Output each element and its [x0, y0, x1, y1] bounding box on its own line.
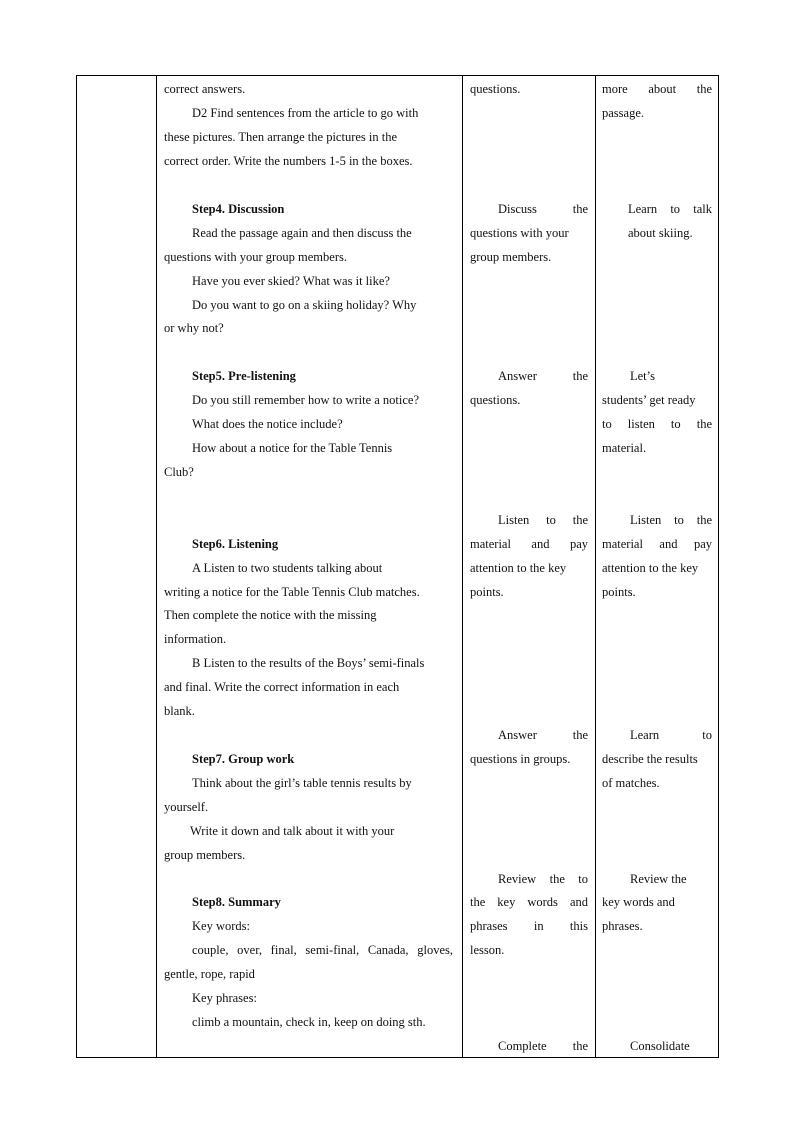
purpose-line: Consolidate	[630, 1039, 690, 1053]
procedure-line: Write it down and talk about it with your	[190, 824, 395, 838]
activity-line: group members.	[470, 250, 552, 264]
purpose-line: material.	[602, 441, 647, 455]
procedure-line: Club?	[164, 465, 194, 479]
step4-title: Step4. Discussion	[192, 202, 285, 216]
step7-title: Step7. Group work	[192, 752, 295, 766]
procedure-line: and final. Write the correct information in each	[164, 680, 400, 694]
procedure-line: Key words:	[192, 919, 250, 933]
activity-line: Discuss the	[498, 202, 588, 216]
procedure-line: A Listen to two students talking about	[192, 561, 383, 575]
lesson-plan-table	[76, 75, 719, 1058]
activity-line: Complete the	[498, 1039, 588, 1053]
procedure-line: Then complete the notice with the missing	[164, 608, 377, 622]
procedure-line: Key phrases:	[192, 991, 257, 1005]
procedure-line: How about a notice for the Table Tennis	[192, 441, 393, 455]
purpose-line: key words and	[602, 895, 675, 909]
activity-line: points.	[470, 585, 504, 599]
table-row	[77, 76, 719, 1058]
activity-line: phrases in this	[470, 919, 588, 933]
procedure-line: climb a mountain, check in, keep on doing sth.	[192, 1015, 426, 1029]
purpose-line: points.	[602, 585, 636, 599]
procedure-cell	[157, 76, 463, 1058]
purpose-line: material and pay	[602, 537, 712, 551]
purpose-line: more about the	[602, 82, 712, 96]
procedure-line: correct order. Write the numbers 1-5 in the boxes.	[164, 154, 413, 168]
purpose-line: Learn to talk	[628, 202, 712, 216]
student-activity-cell	[463, 76, 596, 1058]
procedure-line: or why not?	[164, 321, 224, 335]
purpose-line: Learn to	[630, 728, 712, 742]
activity-line: Listen to the	[498, 513, 588, 527]
blank-column-cell	[77, 76, 157, 1058]
step8-title: Step8. Summary	[192, 895, 281, 909]
activity-line: material and pay	[470, 537, 588, 551]
procedure-line: What does the notice include?	[192, 417, 343, 431]
activity-line: Answer the	[498, 728, 588, 742]
step5-title: Step5. Pre-listening	[192, 369, 296, 383]
procedure-line: information.	[164, 632, 227, 646]
purpose-line: Review the	[630, 872, 687, 886]
purpose-line: Listen to the	[630, 513, 712, 527]
activity-line: questions in groups.	[470, 752, 571, 766]
step6-title: Step6. Listening	[192, 537, 279, 551]
procedure-line: Think about the girl’s table tennis results by	[192, 776, 412, 790]
procedure-line: couple, over, final, semi-final, Canada, gloves,	[192, 943, 453, 957]
procedure-line: writing a notice for the Table Tennis Club matches.	[164, 585, 420, 599]
purpose-line: of matches.	[602, 776, 660, 790]
activity-line: Review the to	[498, 872, 588, 886]
procedure-line: B Listen to the results of the Boys’ semi-finals	[192, 656, 425, 670]
activity-line: questions with your	[470, 226, 569, 240]
procedure-line: blank.	[164, 704, 195, 718]
procedure-line: group members.	[164, 848, 246, 862]
procedure-line: Read the passage again and then discuss the	[192, 226, 412, 240]
procedure-line: gentle, rope, rapid	[164, 967, 255, 981]
purpose-line: attention to the key	[602, 561, 699, 575]
activity-line: questions.	[470, 393, 521, 407]
activity-line: Answer the	[498, 369, 588, 383]
purpose-line: passage.	[602, 106, 644, 120]
activity-line: questions.	[470, 82, 521, 96]
purpose-line: phrases.	[602, 919, 643, 933]
procedure-line: D2 Find sentences from the article to go with	[192, 106, 419, 120]
activity-line: the key words and	[470, 895, 588, 909]
procedure-line: questions with your group members.	[164, 250, 347, 264]
procedure-line: these pictures. Then arrange the pictures in the	[164, 130, 398, 144]
purpose-line: to listen to the	[602, 417, 712, 431]
procedure-line: Do you still remember how to write a notice?	[192, 393, 420, 407]
procedure-line: yourself.	[164, 800, 209, 814]
purpose-cell	[596, 76, 719, 1058]
activity-line: lesson.	[470, 943, 505, 957]
purpose-line: about skiing.	[628, 226, 693, 240]
procedure-line: correct answers.	[164, 82, 246, 96]
purpose-line: students’ get ready	[602, 393, 696, 407]
activity-line: attention to the key	[470, 561, 567, 575]
procedure-line: Do you want to go on a skiing holiday? Why	[192, 298, 417, 312]
procedure-line: Have you ever skied? What was it like?	[192, 274, 390, 288]
purpose-line: Let’s	[630, 369, 655, 383]
purpose-line: describe the results	[602, 752, 698, 766]
